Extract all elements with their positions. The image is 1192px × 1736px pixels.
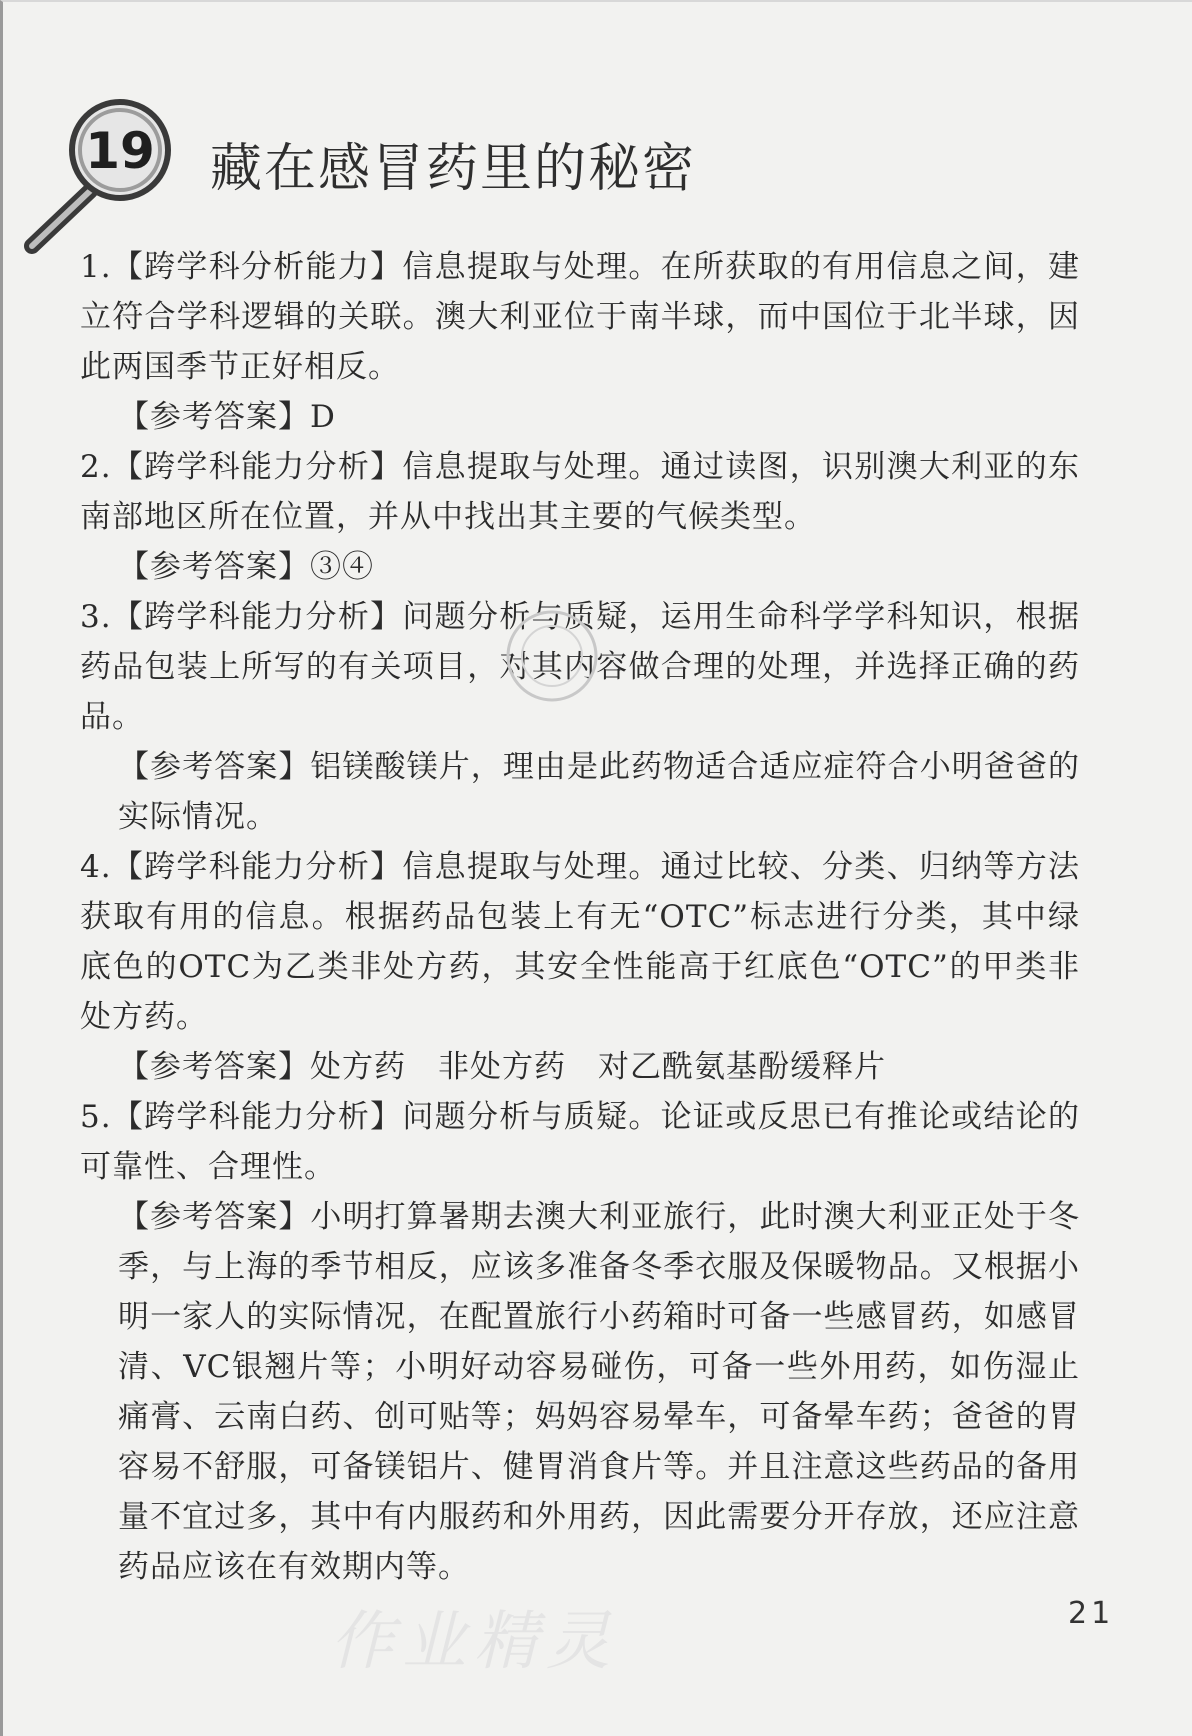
watermark-text: 作业精灵	[330, 1605, 618, 1679]
chapter-number: 19	[85, 122, 155, 180]
item-1-answer: 【参考答案】D	[118, 399, 336, 435]
item-4-answer: 【参考答案】处方药 非处方药 对乙酰氨基酚缓释片	[118, 1049, 886, 1085]
item-1-text: 1.【跨学科分析能力】信息提取与处理。在所获取的有用信息之间，建立符合学科逻辑的关联。澳大利亚位于南半球，而中国位于北半球，因此两国季节正好相反。	[80, 249, 1080, 385]
item-5-text: 5.【跨学科能力分析】问题分析与质疑。论证或反思已有推论或结论的可靠性、合理性。	[80, 1099, 1080, 1185]
chapter-header	[20, 96, 1120, 266]
item-3-text: 3.【跨学科能力分析】问题分析与质疑，运用生命科学学科知识，根据药品包装上所写的有关项目，对其内容做合理的处理，并选择正确的药品。	[80, 599, 1080, 735]
page-number: 21	[1068, 1596, 1115, 1631]
magnifier-icon	[20, 96, 200, 266]
item-5-answer: 【参考答案】小明打算暑期去澳大利亚旅行，此时澳大利亚正处于冬季，与上海的季节相反，应该多准备冬季衣服及保暖物品。又根据小明一家人的实际情况，在配置旅行小药箱时可备一些感冒药，如感冒清、VC银翘片等；小明好动容易碰伤，可备一些外用药，如伤湿止痛膏、云南白药、创可贴等；妈妈容易晕车，可备晕车药；爸爸的胃容易不舒服，可备镁铝片、健胃消食片等。并且注意这些药品的备用量不宜过多，其中有内服药和外用药，因此需要分开存放，还应注意药品应该在有效期内等。	[118, 1199, 1080, 1585]
watermark-stamp-icon	[502, 606, 602, 706]
answer-content	[80, 242, 1080, 1592]
chapter-title: 藏在感冒药里的秘密	[210, 139, 697, 199]
item-3-answer: 【参考答案】铝镁酸镁片，理由是此药物适合适应症符合小明爸爸的实际情况。	[118, 749, 1080, 835]
item-4-text: 4.【跨学科能力分析】信息提取与处理。通过比较、分类、归纳等方法获取有用的信息。根据药品包装上有无“OTC”标志进行分类，其中绿底色的OTC为乙类非处方药，其安全性能高于红底色“OTC”的甲类非处方药。	[80, 849, 1080, 1035]
item-2-answer: 【参考答案】③④	[118, 549, 374, 585]
item-2-text: 2.【跨学科能力分析】信息提取与处理。通过读图，识别澳大利亚的东南部地区所在位置，并从中找出其主要的气候类型。	[80, 449, 1080, 535]
